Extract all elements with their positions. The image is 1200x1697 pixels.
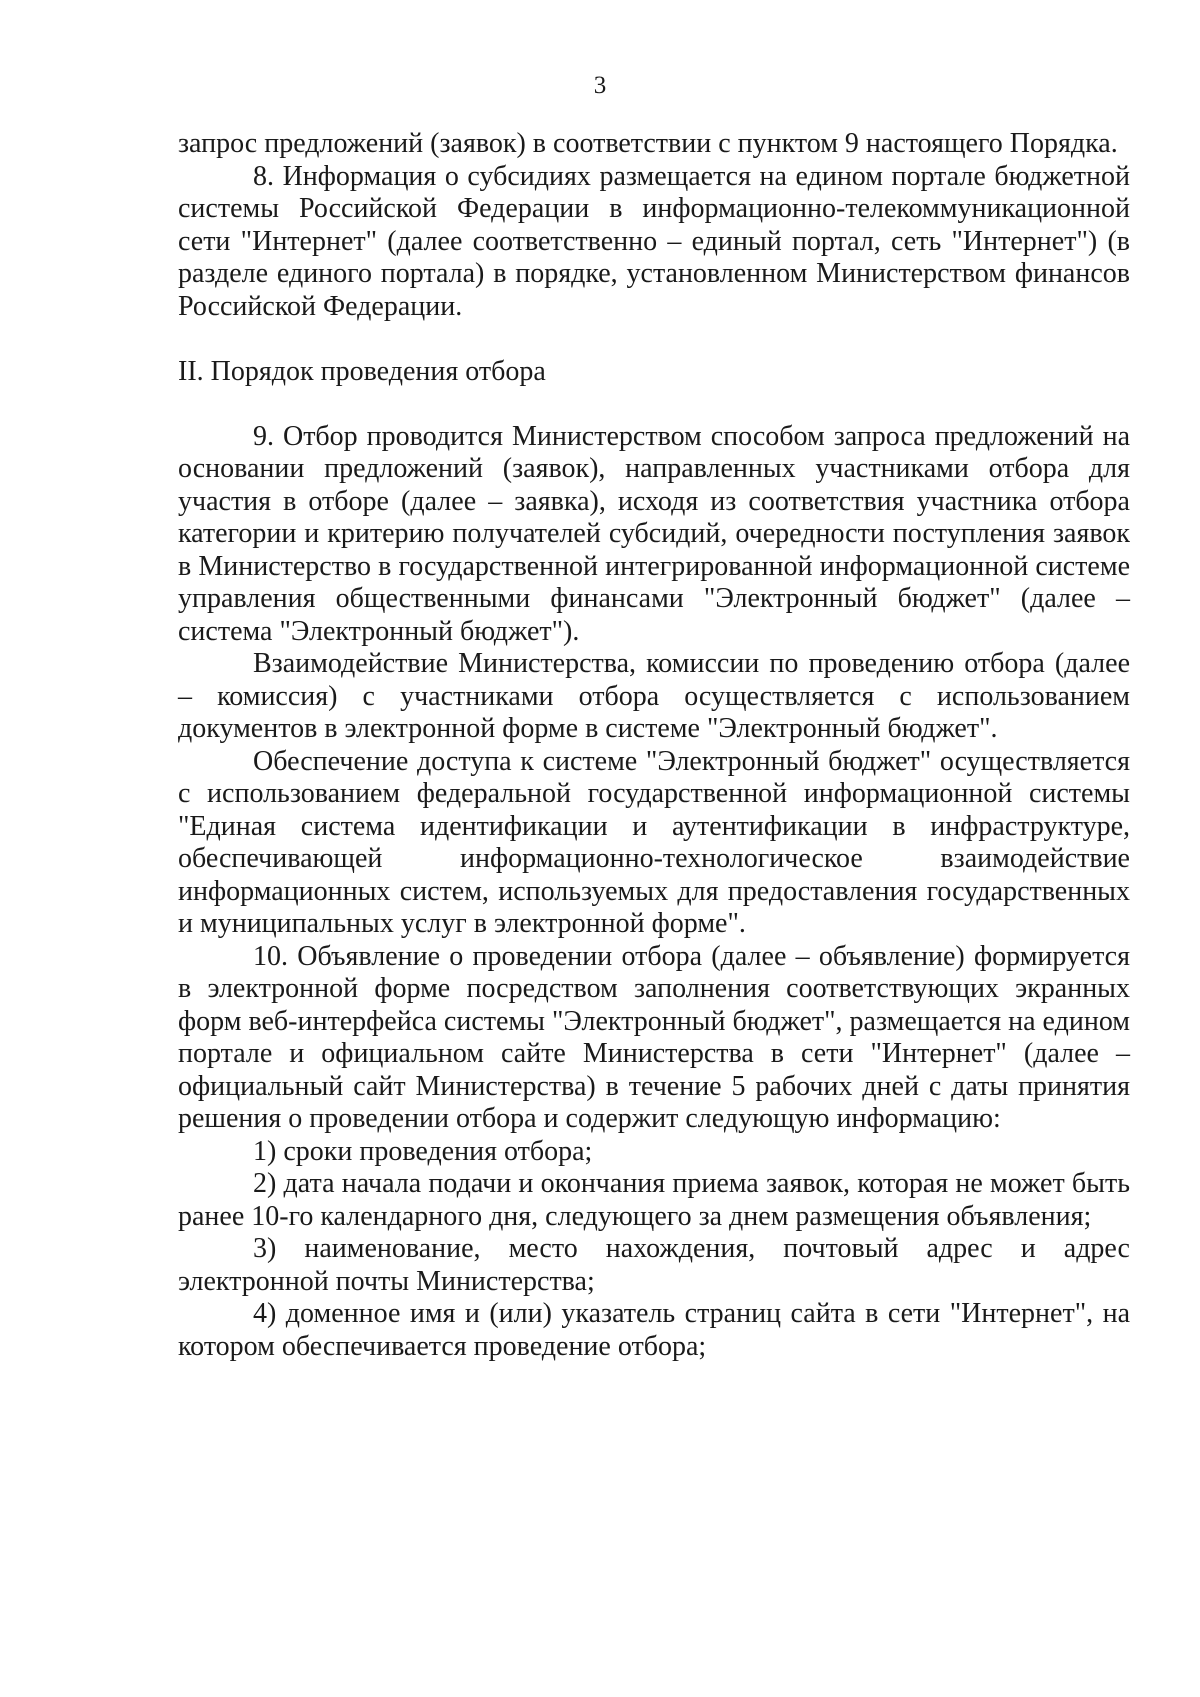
list-item-3: 3) наименование, место нахождения, почтовый адрес и адрес электронной почты Министерства; (178, 1233, 1130, 1297)
page-number: 3 (593, 72, 607, 99)
paragraph-continuation: запрос предложений (заявок) в соответствии с пунктом 9 настоящего Порядка. (178, 128, 1118, 159)
paragraph-item-8: 8. Информация о субсидиях размещается на едином портале бюджетной системы Российской Федерации в информационно-телекоммуникационной сети "Интернет" (далее соответственно – единый портал, сеть "Интернет") (в разделе единого портала) в порядке, установленном Министерством финансов Российской Федерации. (178, 160, 1130, 322)
list-item-2: 2) дата начала подачи и окончания приема заявок, которая не может быть ранее 10-го календарного дня, следующего за днем размещения объявления; (178, 1168, 1130, 1232)
section-heading: II. Порядок проведения отбора (178, 356, 546, 387)
list-item-4: 4) доменное имя и (или) указатель страниц сайта в сети "Интернет", на котором обеспечивается проведение отбора; (178, 1298, 1130, 1362)
paragraph-access: Обеспечение доступа к системе "Электронный бюджет" осуществляется с использованием федеральной государственной информационной системы "Единая система идентификации и аутентификации в инфраструктуре, обеспечивающей информационно-технологическое взаимодействие информационных систем, используемых для предоставления государственных и муниципальных услуг в электронной форме". (178, 745, 1130, 939)
paragraph-item-9: 9. Отбор проводится Министерством способом запроса предложений на основании предложений (заявок), направленных участниками отбора для участия в отборе (далее – заявка), исходя из соответствия участника отбора категории и критерию получателей субсидий, очередности поступления заявок в Министерство в государственной интегрированной информационной системе управления общественными финансами "Электронный бюджет" (далее – система "Электронный бюджет"). (178, 420, 1130, 647)
paragraph-interaction: Взаимодействие Министерства, комиссии по проведению отбора (далее – комиссия) с участниками отбора осуществляется с использованием документов в электронной форме в системе "Электронный бюджет". (178, 648, 1130, 744)
document-body (178, 128, 1130, 1363)
list-item-1: 1) сроки проведения отбора; (253, 1135, 593, 1167)
paragraph-item-10: 10. Объявление о проведении отбора (далее – объявление) формируется в электронной форме посредством заполнения соответствующих экранных форм веб-интерфейса системы "Электронный бюджет", размещается на едином портале и официальном сайте Министерства в сети "Интернет" (далее – официальный сайт Министерства) в течение 5 рабочих дней с даты принятия решения о проведении отбора и содержит следующую информацию: (178, 940, 1130, 1134)
